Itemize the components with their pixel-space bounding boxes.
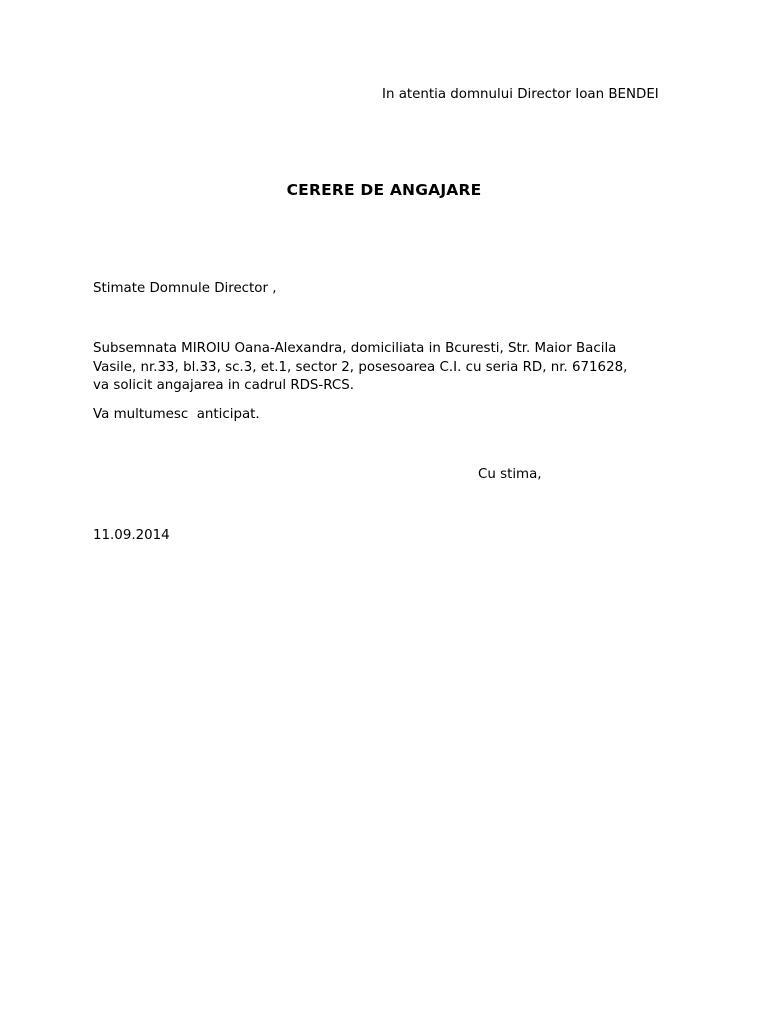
body-paragraph xyxy=(93,340,693,396)
body-line: va solicit angajarea in cadrul RDS-RCS. xyxy=(93,378,355,393)
salutation: Stimate Domnule Director , xyxy=(93,281,277,296)
document-date: 11.09.2014 xyxy=(93,528,170,543)
document-title: CERERE DE ANGAJARE xyxy=(286,181,482,199)
addressee-line: In atentia domnului Director Ioan BENDEI xyxy=(382,87,659,102)
thanks-line: Va multumesc anticipat. xyxy=(93,407,260,422)
body-line: Subsemnata MIROIU Oana-Alexandra, domiciliata in Bcuresti, Str. Maior Bacila xyxy=(93,341,617,356)
closing-line: Cu stima, xyxy=(478,467,542,482)
body-line: Vasile, nr.33, bl.33, sc.3, et.1, sector 2, posesoarea C.I. cu seria RD, nr. 671628, xyxy=(93,359,628,375)
